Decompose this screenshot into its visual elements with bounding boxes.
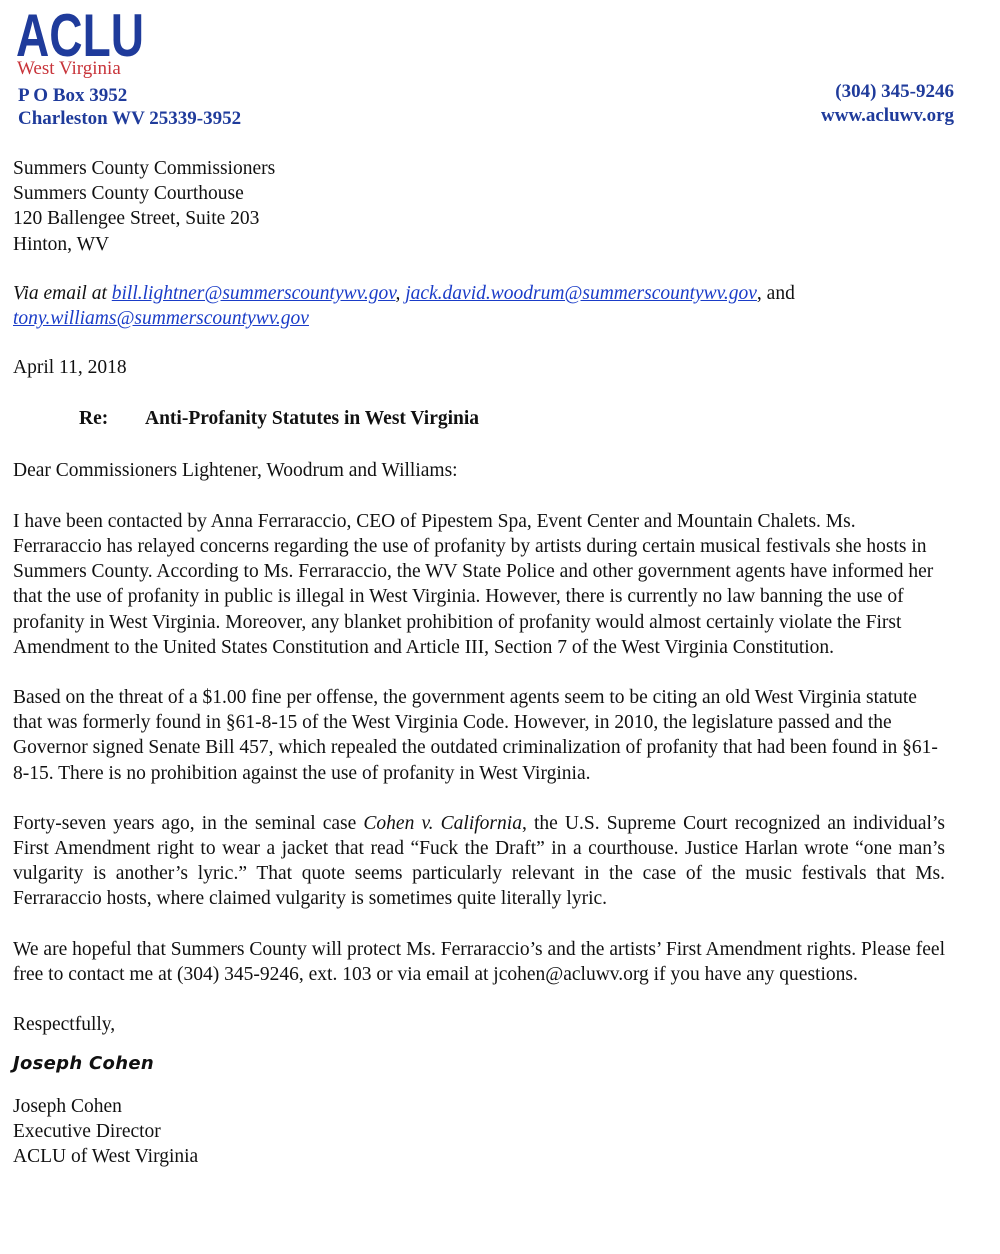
sender-title: Executive Director — [13, 1121, 161, 1143]
handwritten-signature: Joseph Cohen — [13, 1053, 154, 1075]
aclu-logo-mark — [16, 6, 146, 62]
paragraph-1: I have been contacted by Anna Ferraraccio, CEO of Pipestem Spa, Event Center and Mountain Chalets. Ms. Ferraraccio has relayed concerns regarding the use of profanity by artists during certain musical festivals she hosts in Summers County. According to Ms. Ferraraccio, the WV State Police and other government agents have informed her that the use of profanity in public is illegal in West Virginia. However, there is currently no law banning the use of profanity in West Virginia. Moreover, any blanket prohibition of profanity would almost certainly violate the First Amendment to the United States Constitution and Article III, Section 7 of the West Virginia Constitution. — [13, 510, 934, 658]
re-label: Re: — [79, 408, 109, 430]
org-phone: (304) 345-9246 — [835, 81, 954, 102]
paragraph-3-end: , the U.S. Supreme Court recognized an individual’s First Amendment right to wear a jacket that read “Fuck the Draft” in a courthouse. Justice Harlan wrote “one man’s vulgarity is another’s lyric.” That quote seems particularly relevant in the case of the music festivals that Ms. Ferraraccio hosts, where claimed vulgarity is sometimes quite literally lyric. — [13, 812, 945, 910]
paragraph-3-start: Forty-seven years ago, in the seminal case — [13, 812, 364, 834]
address-line-2: Charleston WV 25339-3952 — [18, 108, 242, 129]
subject-line — [79, 406, 945, 431]
re-subject: Anti-Profanity Statutes in West Virginia — [145, 408, 480, 430]
email-link-williams[interactable]: tony.williams@summerscountywv.gov — [13, 308, 309, 330]
recipient-line-1: Summers County Commissioners — [13, 158, 276, 179]
paragraph-2: Based on the threat of a $1.00 fine per offense, the government agents seem to be citing an old West Virginia statute that was formerly found in §61-8-15 of the West Virginia Code. However, in 2010, the legislature passed and the Governor signed Senate Bill 457, which repealed the outdated criminalization of profanity that had been found in §61-8-15. There is no prohibition against the use of profanity in West Virginia. — [13, 687, 938, 784]
recipient-line-4: Hinton, WV — [13, 233, 110, 255]
via-sep-2: , and — [756, 282, 795, 304]
recipient-address — [13, 156, 945, 257]
email-link-lightner[interactable]: bill.lightner@summerscountywv.gov — [111, 282, 396, 304]
letter-date: April 11, 2018 — [13, 357, 127, 379]
org-contact — [821, 80, 954, 128]
via-prefix: Via email at — [13, 282, 112, 304]
paragraph-3 — [13, 811, 945, 912]
via-sep-1: , — [395, 282, 406, 304]
sender-org: ACLU of West Virginia — [13, 1146, 199, 1168]
recipient-line-2: Summers County Courthouse — [13, 183, 244, 205]
sender-block — [13, 1094, 945, 1169]
via-email — [13, 281, 945, 331]
email-link-woodrum[interactable]: jack.david.woodrum@summerscountywv.gov — [405, 282, 757, 304]
sender-name: Joseph Cohen — [13, 1096, 122, 1118]
closing: Respectfully, — [13, 1014, 116, 1036]
address-line-1: P O Box 3952 — [18, 85, 128, 106]
paragraph-4: We are hopeful that Summers County will protect Ms. Ferraraccio’s and the artists’ First Amendment rights. Please feel free to contact me at (304) 345-9246, ext. 103 or via email at jcohen@acluwv.org if you have any questions. — [13, 938, 945, 985]
recipient-line-3: 120 Ballengee Street, Suite 203 — [13, 208, 260, 230]
case-citation: Cohen v. California — [363, 812, 522, 834]
aclu-logo-text: ACLU — [16, 6, 144, 62]
aclu-logo — [16, 6, 146, 62]
org-state: West Virginia — [17, 58, 121, 79]
salutation: Dear Commissioners Lightener, Woodrum and Williams: — [13, 459, 458, 481]
org-address — [18, 84, 241, 130]
letter-body — [13, 156, 945, 1169]
org-website[interactable]: www.acluwv.org — [821, 105, 954, 126]
